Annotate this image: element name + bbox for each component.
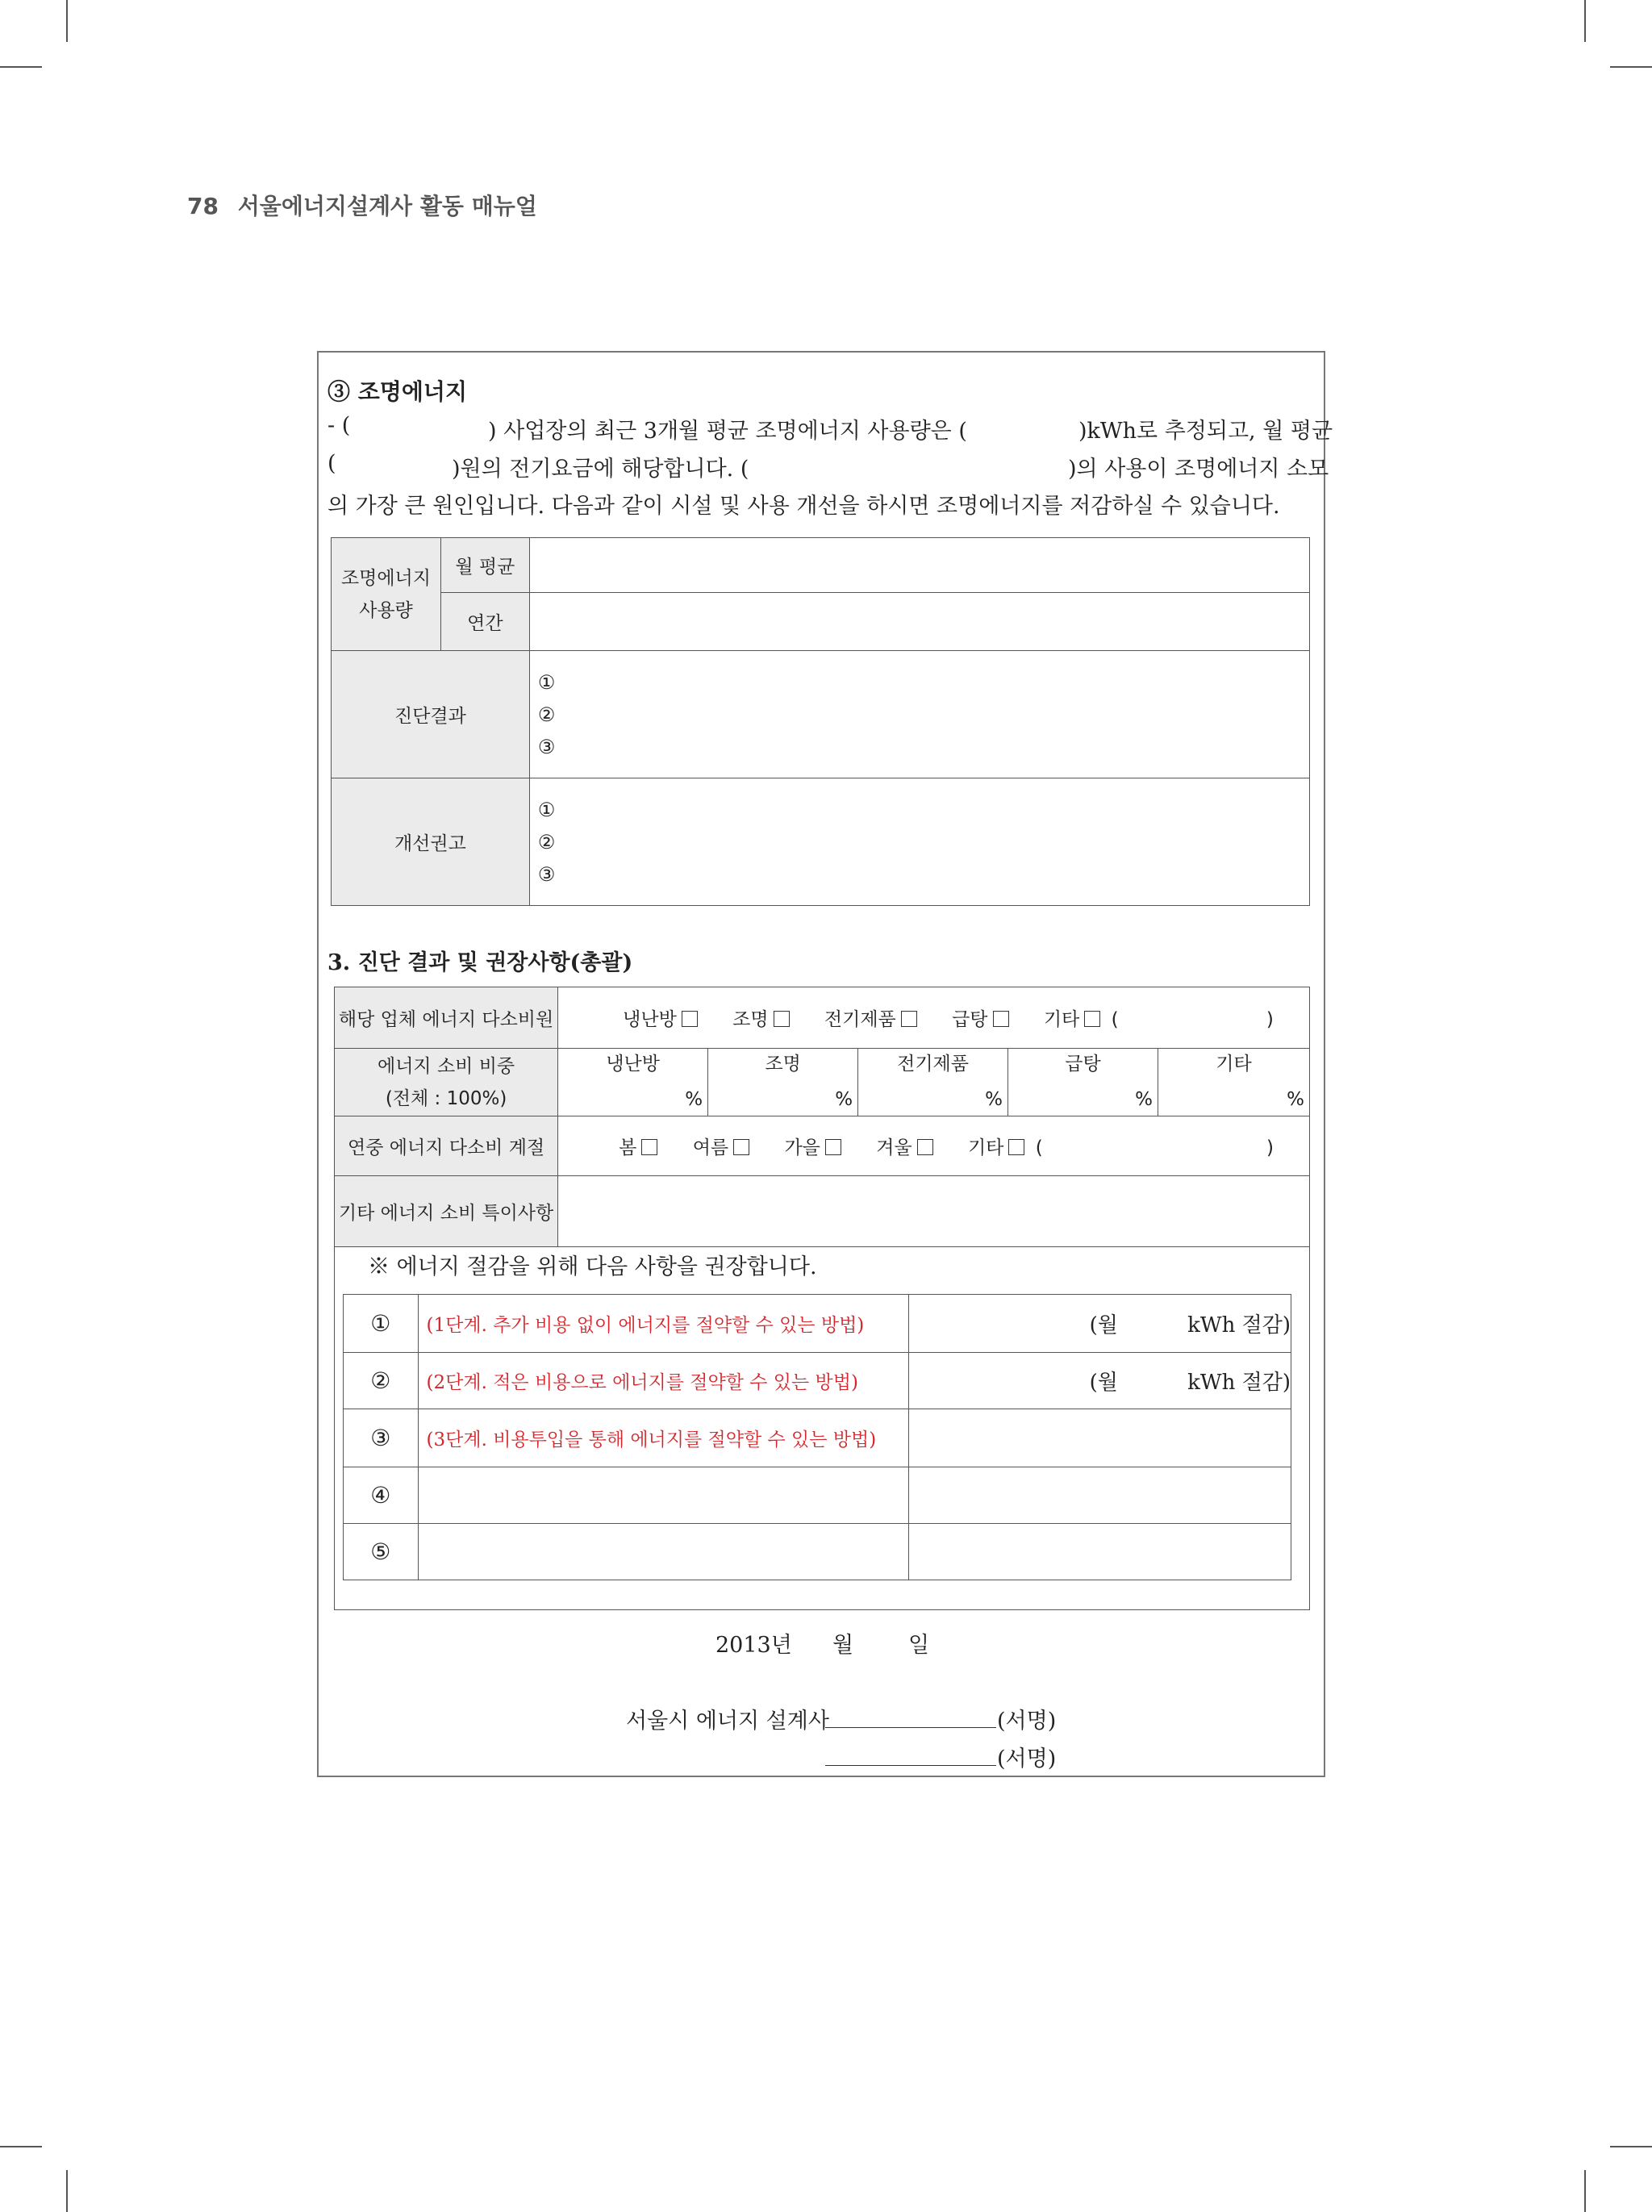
- signature-line-1[interactable]: [825, 1727, 996, 1728]
- date-year: 2013년: [715, 1633, 792, 1658]
- pct-field-hotwater[interactable]: %: [1008, 1084, 1158, 1116]
- crop-mark: [1584, 2170, 1586, 2212]
- recommend-item-2: ②: [537, 830, 556, 853]
- rec-num-5: ⑤: [344, 1524, 419, 1580]
- recommend-item-1: ①: [537, 798, 556, 821]
- rec-text-2[interactable]: (2단계. 적은 비용으로 에너지를 절약할 수 있는 방법): [418, 1353, 908, 1409]
- row3-option-spring[interactable]: 봄: [619, 1137, 657, 1158]
- row2-label: [335, 1049, 558, 1116]
- recommendation-row: [344, 1524, 1291, 1580]
- recommendation-note: ※ 에너지 절감을 위해 다음 사항을 권장합니다.: [368, 1254, 817, 1279]
- row3-open-paren: (: [1035, 1137, 1043, 1158]
- rec-saving-1-b: kWh 절감): [1187, 1313, 1291, 1338]
- para-line2-c: )의 사용이 조명에너지 소모: [1068, 457, 1329, 482]
- para-line2-b: )원의 전기요금에 해당합니다. (: [452, 457, 749, 482]
- row1-options: [558, 987, 1310, 1049]
- row3-option-other[interactable]: 기타: [968, 1137, 1024, 1158]
- rec-saving-2[interactable]: [908, 1353, 1291, 1409]
- checkbox-icon: [682, 1011, 698, 1027]
- signer-label: 서울시 에너지 설계사: [626, 1709, 829, 1734]
- sign-label-1: (서명): [997, 1709, 1057, 1734]
- page-number: 78: [187, 193, 219, 219]
- checkbox-icon: [641, 1139, 657, 1155]
- crop-mark: [1610, 2146, 1652, 2147]
- checkbox-icon: [1084, 1011, 1100, 1027]
- recommendation-row: [344, 1353, 1291, 1409]
- row1-close-paren: ): [1266, 1009, 1274, 1030]
- annual-label: 연간: [440, 593, 529, 651]
- recommendation-table: [343, 1294, 1291, 1580]
- row1-option-hotwater[interactable]: 급탕: [952, 1009, 1008, 1030]
- row2-col-lighting: 조명: [708, 1049, 858, 1084]
- checkbox-icon: [774, 1011, 790, 1027]
- row2-col-hotwater: 급탕: [1008, 1049, 1158, 1084]
- para-line3: 의 가장 큰 원인입니다. 다음과 같이 시설 및 사용 개선을 하시면 조명에너지를 저감하실 수 있습니다.: [327, 494, 1280, 519]
- row1-option-other[interactable]: 기타: [1044, 1009, 1100, 1030]
- row3-option-summer[interactable]: 여름: [693, 1137, 749, 1158]
- checkbox-icon: [1008, 1139, 1024, 1155]
- monthly-label: 월 평균: [440, 538, 529, 593]
- checkbox-icon: [733, 1139, 749, 1155]
- recommendation-row: [344, 1409, 1291, 1467]
- date-day: 일: [908, 1633, 930, 1658]
- crop-mark: [0, 66, 42, 68]
- diagnosis-item-3: ③: [537, 735, 556, 758]
- recommend-item-3: ③: [537, 862, 556, 886]
- row1-label: 해당 업체 에너지 다소비원: [335, 987, 558, 1049]
- crop-mark: [0, 2146, 42, 2147]
- rec-saving-2-a: (월: [1089, 1371, 1118, 1395]
- usage-label-cell: [332, 538, 441, 651]
- rec-num-4: ④: [344, 1467, 419, 1524]
- rec-saving-1-a: (월: [1089, 1313, 1118, 1338]
- crop-mark: [66, 2170, 68, 2212]
- row1-option-appliance[interactable]: 전기제품: [824, 1009, 917, 1030]
- rec-num-2: ②: [344, 1353, 419, 1409]
- crop-mark: [66, 0, 68, 42]
- row3-close-paren: ): [1266, 1137, 1274, 1158]
- row2-label-line2: (전체 : 100%): [385, 1087, 507, 1109]
- rec-saving-3[interactable]: [908, 1409, 1291, 1467]
- para-line2-a: (: [327, 451, 336, 476]
- crop-mark: [1610, 66, 1652, 68]
- monthly-value-field[interactable]: [529, 538, 1309, 593]
- sign-label-2: (서명): [997, 1747, 1057, 1772]
- recommend-field[interactable]: [529, 778, 1309, 906]
- checkbox-icon: [901, 1011, 917, 1027]
- rec-saving-5[interactable]: [908, 1524, 1291, 1580]
- rec-text-3[interactable]: (3단계. 비용투입을 통해 에너지를 절약할 수 있는 방법): [418, 1409, 908, 1467]
- annual-value-field[interactable]: [529, 593, 1309, 651]
- recommendation-row: [344, 1295, 1291, 1353]
- pct-field-other[interactable]: %: [1158, 1084, 1309, 1116]
- row2-col-heating: 냉난방: [558, 1049, 708, 1084]
- rec-num-3: ③: [344, 1409, 419, 1467]
- row1-open-paren: (: [1111, 1009, 1119, 1030]
- recommendation-row: [344, 1467, 1291, 1524]
- rec-text-4[interactable]: [418, 1467, 908, 1524]
- diagnosis-label: 진단결과: [332, 651, 530, 778]
- row1-option-lighting[interactable]: 조명: [732, 1009, 789, 1030]
- row2-label-line1: 에너지 소비 비중: [378, 1055, 515, 1077]
- rec-saving-1[interactable]: [908, 1295, 1291, 1353]
- recommend-label: 개선권고: [332, 778, 530, 906]
- row3-option-winter[interactable]: 겨울: [876, 1137, 932, 1158]
- signature-line-2[interactable]: [825, 1765, 996, 1766]
- page-header: [187, 189, 537, 221]
- pct-field-heating[interactable]: %: [558, 1084, 708, 1116]
- checkbox-icon: [825, 1139, 841, 1155]
- date-month: 월: [832, 1633, 854, 1658]
- summary-heading: 3. 진단 결과 및 권장사항(총괄): [327, 950, 633, 975]
- row4-field[interactable]: [558, 1176, 1310, 1247]
- usage-label-line1: 조명에너지: [340, 567, 431, 589]
- section-title: ③ 조명에너지: [327, 378, 467, 405]
- checkbox-icon: [917, 1139, 933, 1155]
- row3-label: 연중 에너지 다소비 계절: [335, 1116, 558, 1176]
- row3-option-autumn[interactable]: 가을: [784, 1137, 841, 1158]
- checkbox-icon: [993, 1011, 1009, 1027]
- diagnosis-item-1: ①: [537, 670, 556, 694]
- diagnosis-item-2: ②: [537, 703, 556, 726]
- rec-num-1: ①: [344, 1295, 419, 1353]
- para-line1-c: )kWh로 추정되고, 월 평균: [1078, 419, 1333, 444]
- lighting-energy-table: [331, 537, 1310, 906]
- row2-col-other: 기타: [1158, 1049, 1309, 1084]
- rec-text-5[interactable]: [418, 1524, 908, 1580]
- pct-field-appliance[interactable]: %: [858, 1084, 1008, 1116]
- row3-options: [558, 1116, 1310, 1176]
- rec-saving-4[interactable]: [908, 1467, 1291, 1524]
- diagnosis-field[interactable]: [529, 651, 1309, 778]
- rec-saving-2-b: kWh 절감): [1187, 1371, 1291, 1395]
- row1-option-heating[interactable]: 냉난방: [623, 1009, 698, 1030]
- usage-label-line2: 사용량: [359, 599, 413, 621]
- rec-text-1[interactable]: (1단계. 추가 비용 없이 에너지를 절약할 수 있는 방법): [418, 1295, 908, 1353]
- crop-mark: [1584, 0, 1586, 42]
- pct-field-lighting[interactable]: %: [708, 1084, 858, 1116]
- para-line1-b: ) 사업장의 최근 3개월 평균 조명에너지 사용량은 (: [488, 419, 967, 444]
- row4-label: 기타 에너지 소비 특이사항: [335, 1176, 558, 1247]
- para-line1-a: - (: [327, 413, 351, 438]
- row2-col-appliance: 전기제품: [858, 1049, 1008, 1084]
- manual-title: 서울에너지설계사 활동 매뉴얼: [237, 193, 537, 219]
